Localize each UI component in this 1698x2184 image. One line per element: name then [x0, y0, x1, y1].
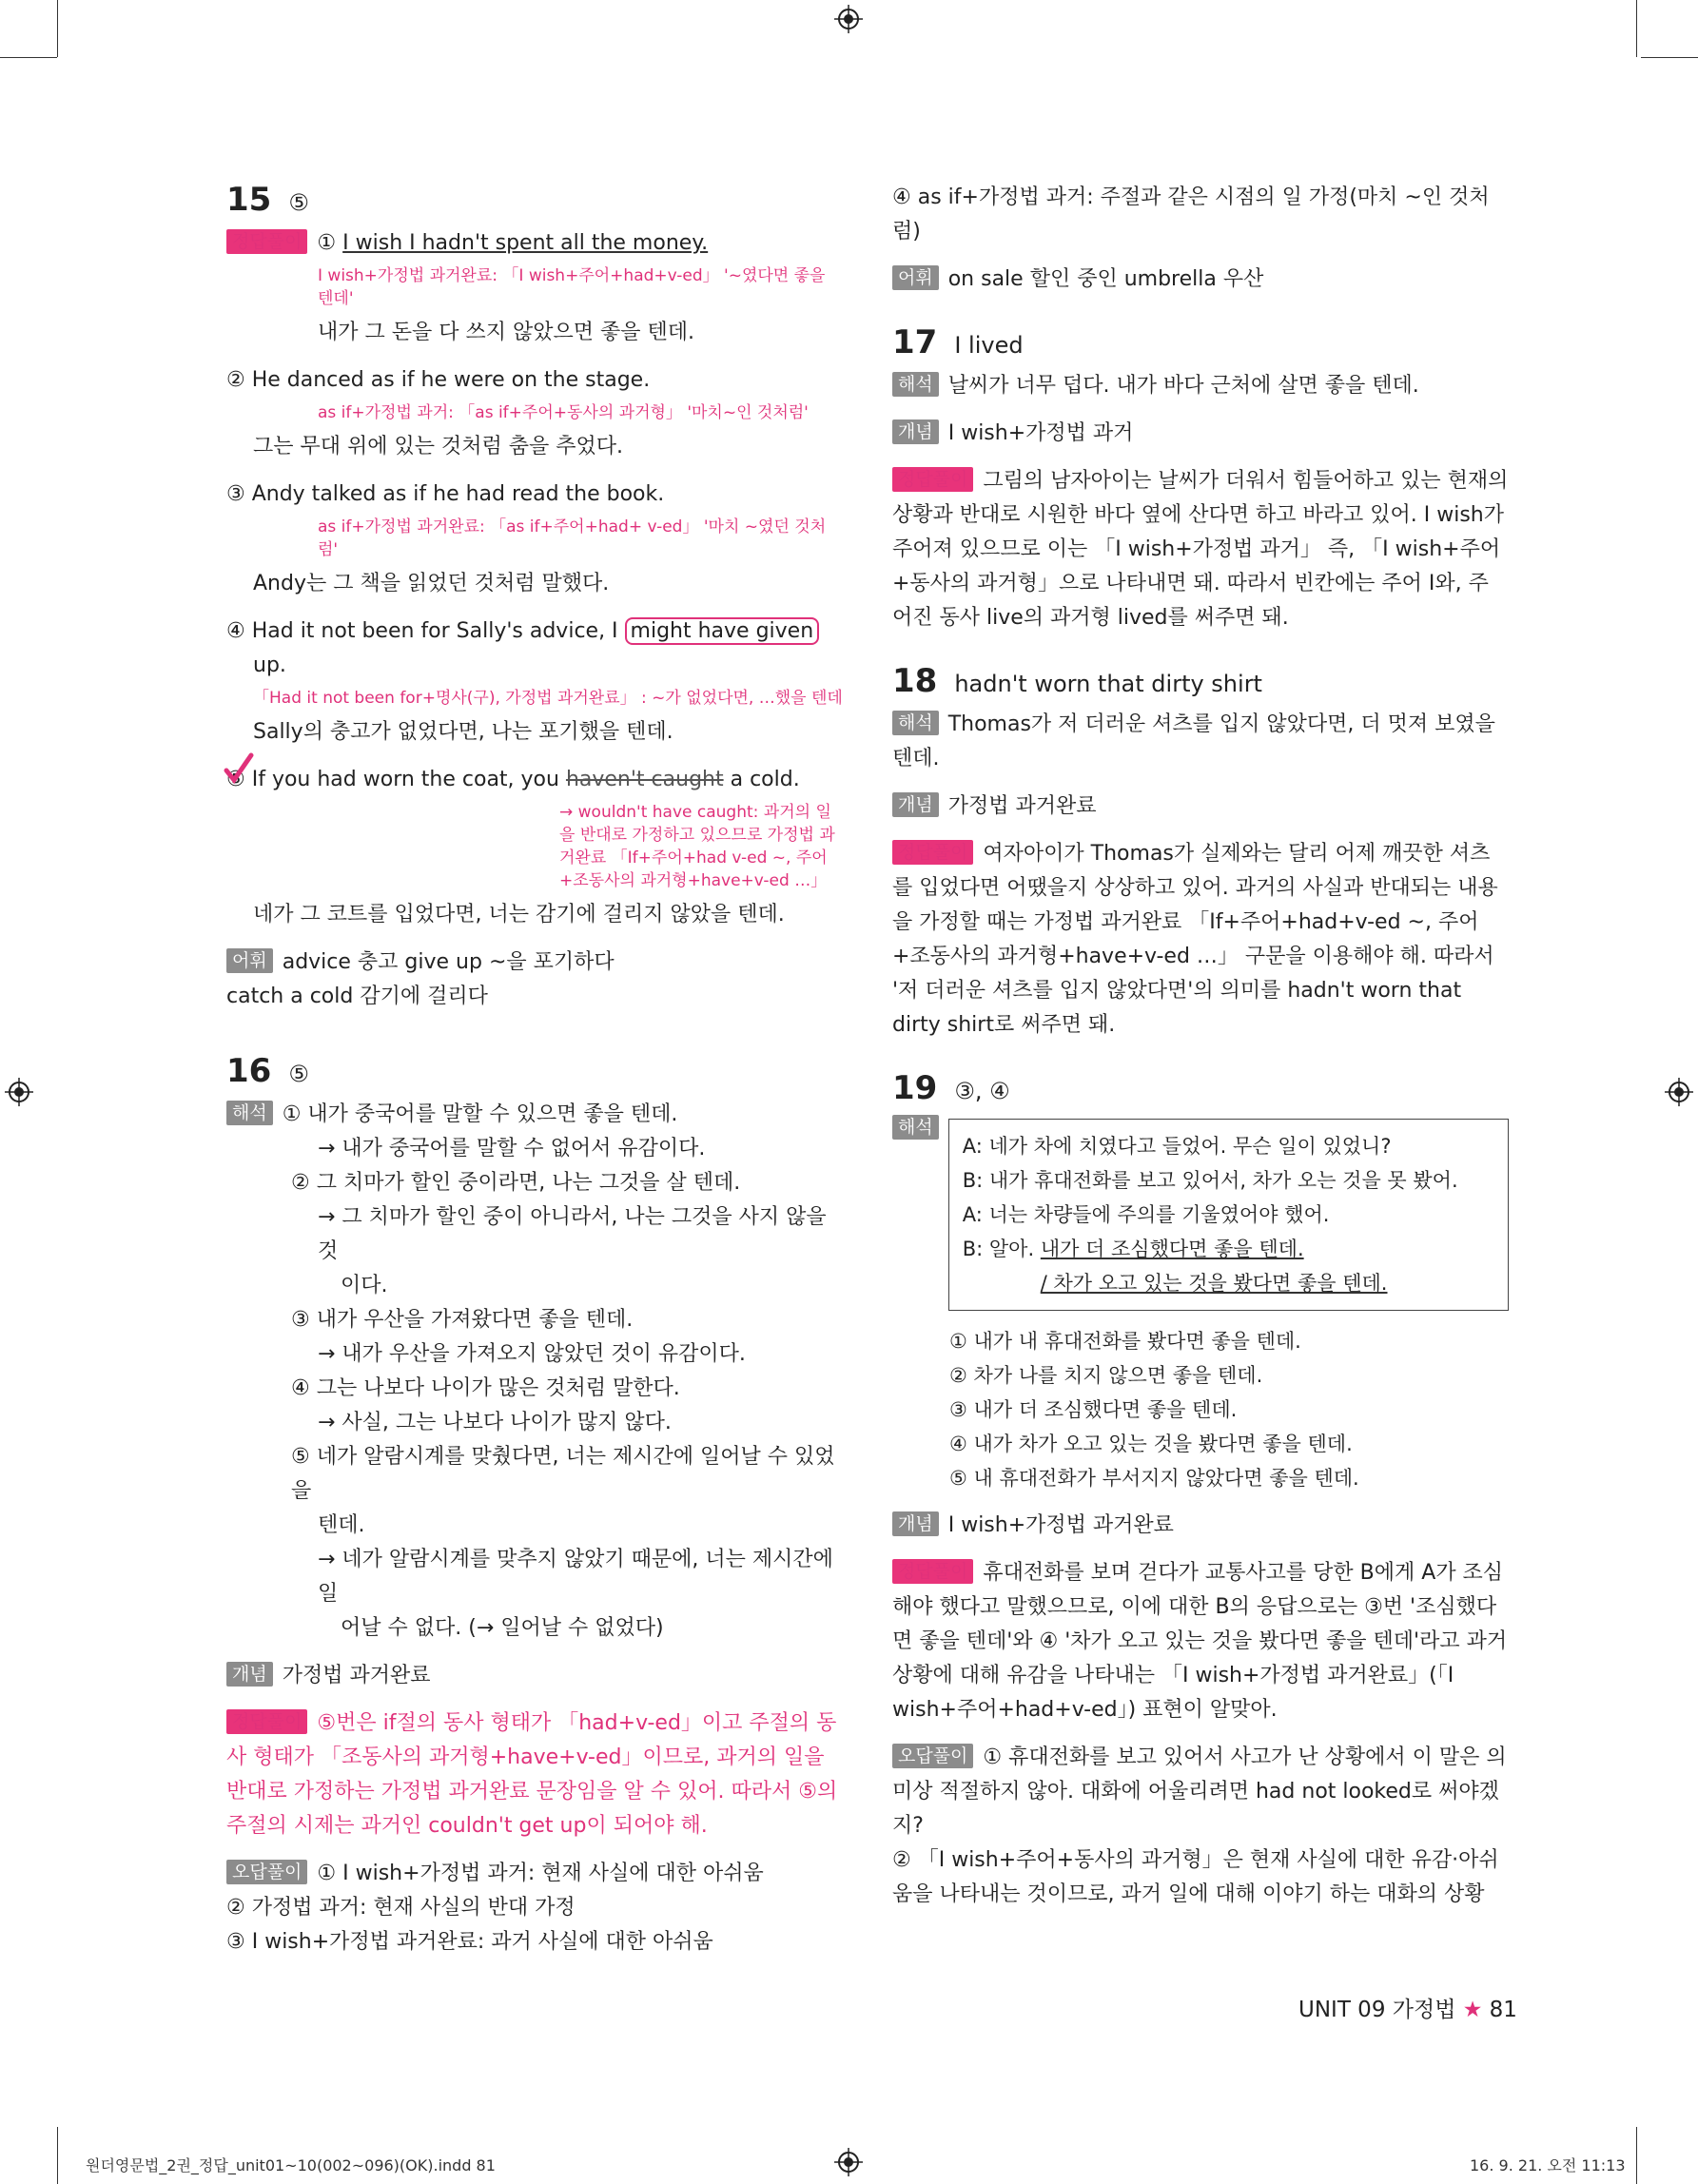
sentence-4-translation: Sally의 충고가 없었다면, 나는 포기했을 텐데. — [253, 720, 673, 744]
left-column — [226, 181, 843, 1960]
translation-tag: 해석 — [892, 372, 939, 397]
question-15-header — [226, 181, 843, 219]
page-number: 81 — [1489, 1998, 1517, 2022]
sentence-2-translation: 그는 무대 위에 있는 것처럼 춤을 추었다. — [253, 435, 623, 458]
question-number: 18 — [892, 662, 938, 700]
sentence-4-note: 「Had it not been for+명사(구), 가정법 과거완료」 : ~가 없었다면, …했을 텐데 — [253, 689, 843, 708]
registration-mark-right-icon — [1665, 1078, 1693, 1106]
translation-3b: → 내가 우산을 가져오지 않았던 것이 유감이다. — [318, 1342, 746, 1366]
question-16-header — [226, 1052, 843, 1090]
vocab-line-1: 어휘 advice 충고 give up ~을 포기하다 — [226, 946, 843, 980]
page-label — [1298, 1992, 1517, 2023]
sentence-3-translation: Andy는 그 책을 읽었던 것처럼 말했다. — [253, 572, 610, 595]
wrong-explanation-2: ② 가정법 과거: 현재 사실의 반대 가정 — [226, 1896, 576, 1920]
sentence-2-note: as if+가정법 과거: 「as if+주어+동사의 과거형」 '마치~인 것처럼' — [318, 403, 809, 422]
question-19-header — [892, 1069, 1509, 1107]
option-list — [892, 1324, 1509, 1495]
dialog-line-3: A: 너는 차량들에 주의를 기울였어야 했어. — [962, 1203, 1330, 1226]
wrong-explanation-2: ② 「I wish+주어+동사의 과거형」은 현재 사실에 대한 유감·아쉬움을 나타내는 것이므로, 과거 일에 대해 이야기 하는 대화의 상황 — [892, 1848, 1499, 1906]
crop-mark-bl-v — [57, 2127, 58, 2184]
concept-tag: 개념 — [892, 792, 939, 817]
translation-5b: 텐데. — [318, 1513, 365, 1537]
translation-2: ② 그 치마가 할인 중이라면, 나는 그것을 살 텐데. — [291, 1171, 741, 1195]
dialog-box — [948, 1119, 1509, 1311]
sentence-3: ③ Andy talked as if he had read the book. — [226, 482, 665, 506]
wrong-explanation-1: 오답풀이 ① 휴대전화를 보고 있어서 사고가 난 상황에서 이 말은 의미상 적절하지 않아. 대화에 어울리려면 had not looked로 써야겠지? — [892, 1745, 1507, 1838]
question-number: 15 — [226, 181, 272, 219]
star-icon: ★ — [1462, 1998, 1483, 2022]
answer-explanation-tag: 정답풀이 — [226, 229, 307, 254]
sentence-5: ⑤ If you had worn the coat, you haven't caught a cold. — [226, 763, 843, 797]
answer-explanation: 정답풀이 휴대전화를 보며 걷다가 교통사고를 당한 B에게 A가 조심해야 했다고 말했으므로, 이에 대한 B의 응답으로는 ③번 '조심했다면 좋을 텐데'와 ④ '차가 오고 있는 것을 봤다면 좋을 텐데'라고 과거 상황에 대해 유감을 나타내는 「I wish+가정법 과거완료」(「I wish+주어+had+v-ed」) 표현이 알맞아. — [892, 1561, 1508, 1722]
registration-mark-top-icon — [834, 5, 863, 33]
right-column — [892, 181, 1509, 1912]
option-3: ③ 내가 더 조심했다면 좋을 텐데. — [949, 1398, 1238, 1421]
concept-line: 개념 가정법 과거완료 — [892, 790, 1509, 824]
vocab-line: 어휘 on sale 할인 중인 umbrella 우산 — [892, 263, 1509, 297]
dialog-line-5: / 차가 오고 있는 것을 봤다면 좋을 텐데. — [1040, 1272, 1388, 1295]
checkmark-icon — [221, 751, 255, 786]
answer-explanation-tag: 정답풀이 — [892, 1559, 973, 1584]
wrong-explanation-tag: 오답풀이 — [226, 1860, 307, 1884]
translation-5d: 어날 수 없다. (→ 일어날 수 없었다) — [341, 1616, 664, 1640]
translation-4: ④ 그는 나보다 나이가 많은 것처럼 말한다. — [291, 1376, 680, 1400]
question-answer: ③, ④ — [954, 1078, 1010, 1104]
answer-explanation: 정답풀이 ⑤번은 if절의 동사 형태가 「had+v-ed」이고 주절의 동사 형태가 「조동사의 과거형+have+v-ed」이므로, 과거의 일을 반대로 가정하는 가정법 과거완료 문장임을 알 수 있어. 따라서 ⑤의 주절의 시제는 과거인 couldn't get up이 되어야 해. — [226, 1711, 838, 1838]
question-answer: ⑤ — [288, 1061, 309, 1087]
question-answer: ⑤ — [288, 189, 309, 216]
option-1: ① 내가 내 휴대전화를 봤다면 좋을 텐데. — [949, 1330, 1301, 1353]
sentence-4-cont: up. — [253, 653, 286, 677]
crop-mark-br-v — [1636, 2127, 1637, 2184]
option-2: ② 차가 나를 치지 않으면 좋을 텐데. — [949, 1364, 1263, 1387]
vocab-line-2: catch a cold 감기에 걸리다 — [226, 985, 488, 1008]
sentence-1-translation: 내가 그 돈을 다 쓰지 않았으면 좋을 텐데. — [318, 321, 694, 344]
registration-mark-left-icon — [5, 1078, 33, 1106]
crop-mark-tl-h — [0, 57, 57, 58]
dialog-line-2: B: 내가 휴대전화를 보고 있어서, 차가 오는 것을 못 봤어. — [962, 1169, 1458, 1192]
answer-explanation-tag: 정답풀이 — [892, 840, 973, 865]
answer-explanation: 정답풀이 여자아이가 Thomas가 실제와는 달리 어제 깨끗한 셔츠를 입었다면 어땠을지 상상하고 있어. 과거의 사실과 반대되는 내용을 가정할 때는 가정법 과거완료 「If+주어+had+v-ed ~, 주어+조동사의 과거형+have+v-ed …」 구문을 이용해야 해. 따라서 '저 더러운 셔츠를 입지 않았다면'의 의미를 hadn't worn that dirty shirt로 써주면 돼. — [892, 842, 1498, 1037]
wrong-explanation-3: ③ I wish+가정법 과거완료: 과거 사실에 대한 아쉬움 — [226, 1930, 713, 1954]
q16-continued-line-1: ④ as if+가정법 과거: 주절과 같은 시점의 일 가정(마치 ~인 것처 — [892, 185, 1490, 209]
concept-line: 개념 가정법 과거완료 — [226, 1659, 843, 1693]
translation-tag: 해석 — [892, 1115, 939, 1140]
vocab-tag: 어휘 — [892, 265, 939, 290]
question-17-header — [892, 323, 1509, 361]
question-number: 17 — [892, 323, 938, 361]
concept-tag: 개념 — [892, 419, 939, 444]
question-number: 19 — [892, 1069, 938, 1107]
footer-filename: 원더영문법_2권_정답_unit01~10(002~096)(OK).indd 81 — [86, 2156, 496, 2174]
translation-5: ⑤ 네가 알람시계를 맞췄다면, 너는 제시간에 일어날 수 있었을 — [291, 1445, 835, 1503]
question-18-header — [892, 662, 1509, 700]
answer-explanation: 정답풀이 그림의 남자아이는 날씨가 더워서 힘들어하고 있는 현재의 상황과 반대로 시원한 바다 옆에 산다면 하고 바라고 있어. I wish가 주어져 있으므로 이는 「I wish+가정법 과거」 즉, 「I wish+주어+동사의 과거형」으로 나타내면 돼. 따라서 빈칸에는 주어 I와, 주어진 동사 live의 과거형 lived를 써주면 돼. — [892, 469, 1509, 630]
question-number: 16 — [226, 1052, 272, 1090]
wrong-explanation-tag: 오답풀이 — [892, 1744, 973, 1768]
vocab-tag: 어휘 — [226, 948, 273, 973]
crop-mark-tr-h — [1641, 57, 1698, 58]
translation-tag: 해석 — [226, 1101, 273, 1125]
crop-mark-tl-v — [57, 0, 58, 57]
sentence-1: 정답풀이 ① I wish I hadn't spent all the money. — [226, 226, 843, 261]
option-5: ⑤ 내 휴대전화가 부서지지 않았다면 좋을 텐데. — [949, 1467, 1359, 1490]
translation-tag: 해석 — [892, 711, 939, 735]
footer-date: 16. 9. 21. 오전 11:13 — [1470, 2156, 1626, 2174]
sentence-2: ② He danced as if he were on the stage. — [226, 368, 651, 392]
sentence-3-note: as if+가정법 과거완료: 「as if+주어+had+ v-ed」 '마치 ~였던 것처럼' — [318, 517, 827, 559]
sentence-1-note: I wish+가정법 과거완료: 「I wish+주어+had+v-ed」 '~였다면 좋을 텐데' — [318, 266, 826, 308]
sentence-4: ④ Had it not been for Sally's advice, I might have given — [226, 614, 843, 649]
highlighted-phrase: might have given — [625, 617, 820, 645]
translation-1b: → 내가 중국어를 말할 수 없어서 유감이다. — [318, 1137, 706, 1160]
answer-explanation-tag: 정답풀이 — [226, 1709, 307, 1734]
q16-continued-line-2: 럼) — [892, 220, 921, 244]
translation-5c: → 네가 알람시계를 맞추지 않았기 때문에, 너는 제시간에 일 — [318, 1548, 833, 1606]
concept-line: 개념 I wish+가정법 과거 — [892, 417, 1509, 451]
translation-2b: → 그 치마가 할인 중이 아니라서, 나는 그것을 사지 않을 것 — [318, 1205, 827, 1263]
translation-4b: → 사실, 그는 나보다 나이가 많지 않다. — [318, 1411, 672, 1434]
dialog-row — [892, 1115, 1509, 1324]
concept-tag: 개념 — [892, 1511, 939, 1536]
dialog-line-1: A: 네가 차에 치였다고 들었어. 무슨 일이 있었니? — [962, 1135, 1392, 1158]
sentence-5-note: → wouldn't have caught: 과거의 일을 반대로 가정하고 있으므로 가정법 과거완료 「If+주어+had v-ed ~, 주어+조동사의 과거형+have+v-ed …」 — [559, 803, 835, 890]
dialog-line-4: B: 알아. 내가 더 조심했다면 좋을 텐데. — [962, 1238, 1304, 1260]
translation-2c: 이다. — [341, 1274, 388, 1297]
concept-tag: 개념 — [226, 1662, 273, 1687]
wrong-explanation-1: 오답풀이 ① I wish+가정법 과거: 현재 사실에 대한 아쉬움 — [226, 1857, 843, 1891]
question-answer: I lived — [954, 332, 1024, 359]
question-answer: hadn't worn that dirty shirt — [954, 671, 1262, 697]
translation: 해석 날씨가 너무 덥다. 내가 바다 근처에 살면 좋을 텐데. — [892, 369, 1509, 403]
crop-mark-tr-v — [1636, 0, 1637, 57]
translation-1: 해석 ① 내가 중국어를 말할 수 있으면 좋을 텐데. — [226, 1098, 843, 1132]
registration-mark-bottom-icon — [834, 2148, 863, 2176]
option-4: ④ 내가 차가 오고 있는 것을 봤다면 좋을 텐데. — [949, 1433, 1353, 1455]
translation-3: ③ 내가 우산을 가져왔다면 좋을 텐데. — [291, 1308, 634, 1332]
translation: 해석 Thomas가 저 더러운 셔츠를 입지 않았다면, 더 멋져 보였을 텐데. — [892, 712, 1495, 770]
concept-line: 개념 I wish+가정법 과거완료 — [892, 1509, 1509, 1543]
unit-title: UNIT 09 가정법 — [1298, 1998, 1456, 2022]
sentence-5-translation: 네가 그 코트를 입었다면, 너는 감기에 걸리지 않았을 텐데. — [253, 903, 785, 926]
answer-explanation-tag: 정답풀이 — [892, 467, 973, 492]
